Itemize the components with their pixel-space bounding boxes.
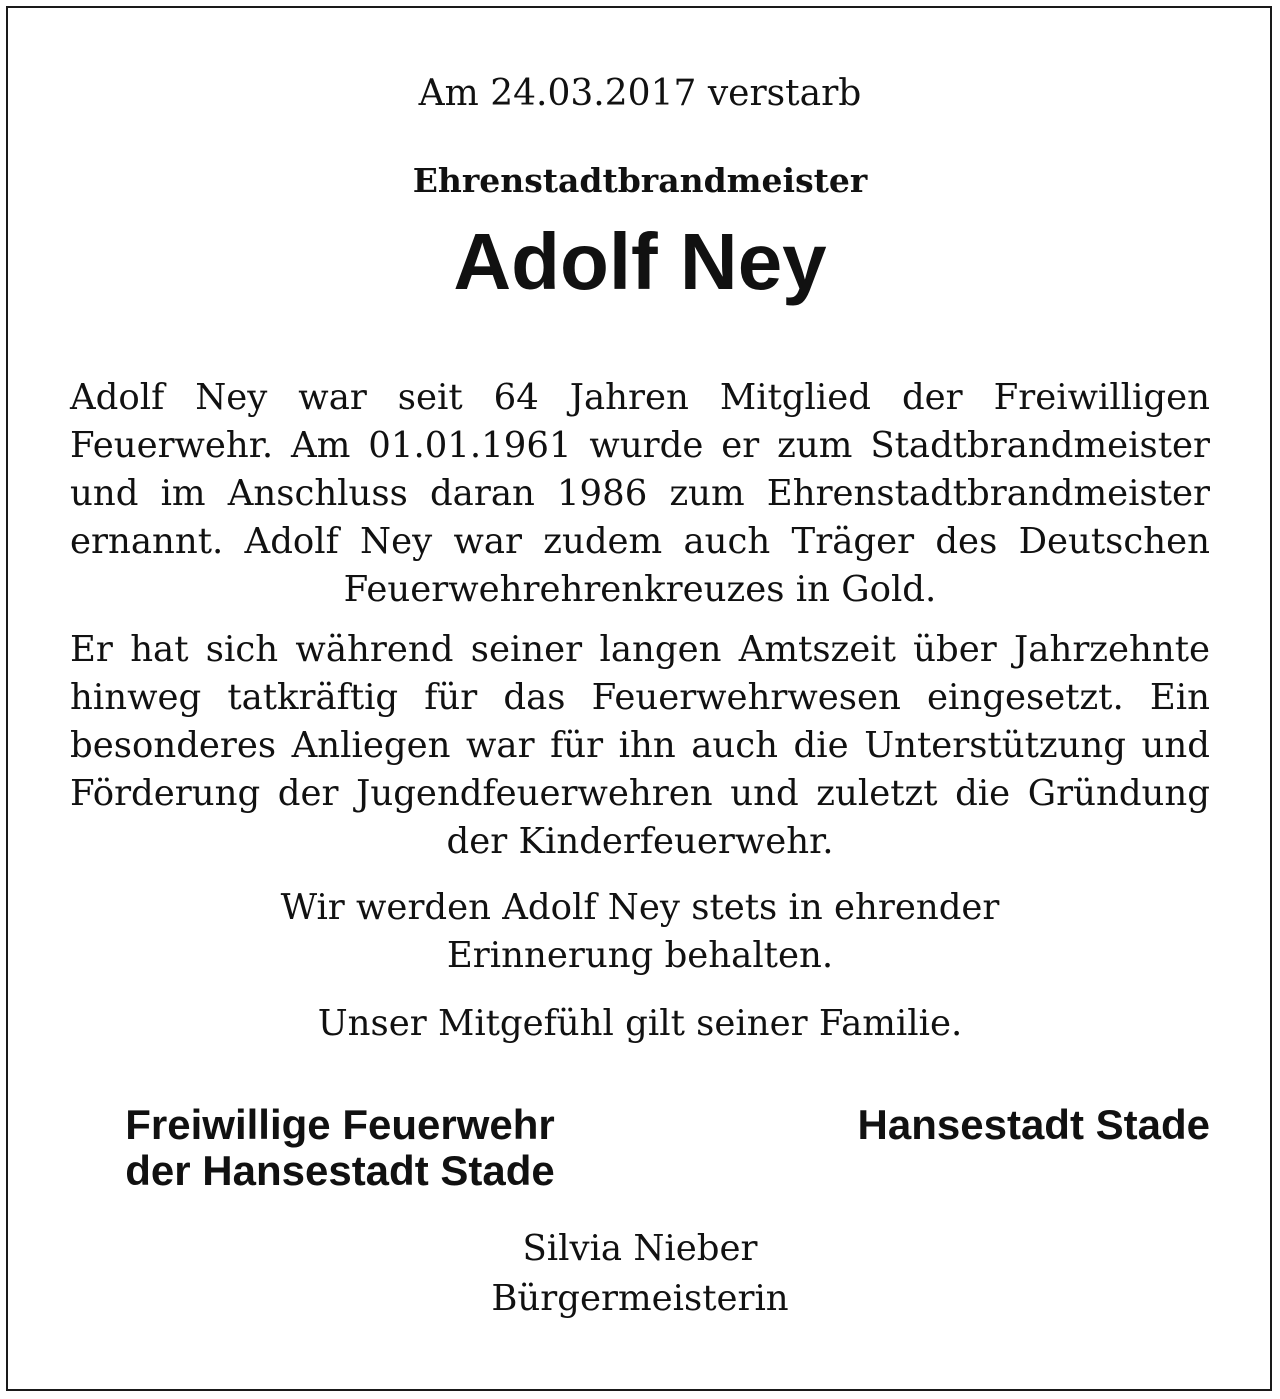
city-signature: Hansestadt Stade (857, 1101, 1210, 1148)
fire-department-line-2: der Hansestadt Stade (125, 1147, 555, 1194)
biography-paragraph: Adolf Ney war seit 64 Jahren Mitglied der Freiwilligen Feuerwehr. Am 01.01.1961 wurde er zum Stadtbrandmeister und im Anschluss daran 1986 zum Ehrenstadtbrandmeister ernannt. Adolf Ney war zudem auch Träger des Deutschen Feuerwehrehrenkreuzes in Gold. (70, 377, 1210, 610)
honorary-title: Ehrenstadtbrandmeister (412, 161, 868, 200)
deceased-name: Adolf Ney (453, 217, 827, 306)
death-date-line: Am 24.03.2017 verstarb (418, 73, 862, 114)
sympathy-statement: Unser Mitgefühl gilt seiner Familie. (317, 1003, 963, 1044)
fire-department-signature (60, 1102, 620, 1194)
mayor-role: Bürgermeisterin (491, 1278, 789, 1319)
mayor-name: Silvia Nieber (522, 1228, 758, 1269)
fire-department-line-1: Freiwillige Feuerwehr (125, 1101, 555, 1148)
service-paragraph: Er hat sich während seiner langen Amtszeit über Jahrzehnte hinweg tatkräftig für das Feuerwehrwesen eingesetzt. Ein besonderes Anliegen war für ihn auch die Unterstützung und Förderung der Jugendfeuerwehren und zuletzt die Gründung der Kinderfeuerwehr. (70, 629, 1210, 862)
memory-line-2: Erinnerung behalten. (446, 935, 834, 976)
memory-statement (0, 884, 1280, 980)
memory-line-1: Wir werden Adolf Ney stets in ehrender (280, 887, 1000, 928)
mayor-signature (0, 1224, 1280, 1324)
